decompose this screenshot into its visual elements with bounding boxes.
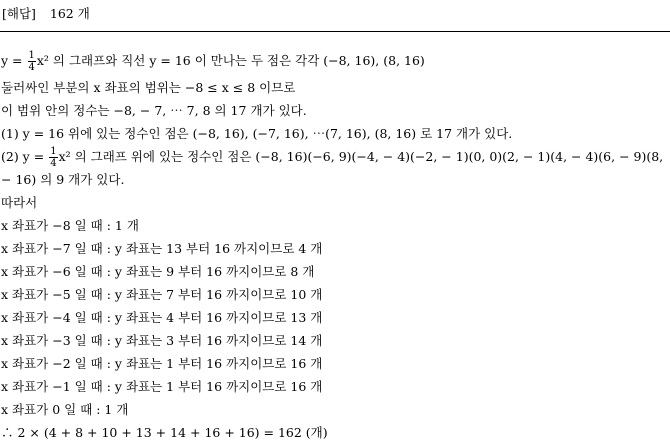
answer-label: [해답] [2,6,36,21]
therefore-line: 따라서 [1,195,38,210]
solution-line-3: 이 범위 안의 정수는 −8, − 7, ⋯ 7, 8 의 17 개가 있다. [1,103,307,118]
case-line: x 좌표가 −1 일 때 : y 좌표는 1 부터 16 까지이므로 16 개 [1,379,323,394]
solution-line-4: (1) y = 16 위에 있는 정수인 점은 (−8, 16), (−7, 16), ⋯(7, 16), (8, 16) 로 17 개가 있다. [1,126,513,141]
case-line: x 좌표가 0 일 때 : 1 개 [1,402,129,417]
case-line: x 좌표가 −2 일 때 : y 좌표는 1 부터 16 까지이므로 16 개 [1,356,323,371]
case-line: x 좌표가 −8 일 때 : 1 개 [1,218,139,233]
case-line: x 좌표가 −4 일 때 : y 좌표는 4 부터 16 까지이므로 13 개 [1,310,323,325]
fraction-one-quarter [28,50,36,73]
header-divider [0,31,670,32]
fraction-one-quarter-2 [49,146,57,169]
equation-lhs-2: (2) y = [1,149,45,164]
case-line: x 좌표가 −5 일 때 : y 좌표는 7 부터 16 까지이므로 10 개 [1,287,323,302]
solution-line-2: 둘러싸인 부분의 x 좌표의 범위는 −8 ≤ x ≤ 8 이므로 [1,80,296,95]
fraction-denominator-2: 4 [50,158,57,169]
case-line: x 좌표가 −3 일 때 : y 좌표는 3 부터 16 까지이므로 14 개 [1,333,323,348]
graph-points-text: x² 의 그래프 위에 있는 정수인 점은 (−8, 16)(−6, 9)(−4, − 4)(−2, − 1)(0, 0)(2, − 1)(4, − 4)(6, − 9)(8, − 16) 의 9 개가 있다. [1,149,664,187]
answer-value: 162 개 [49,6,90,21]
equation-lhs: y = [1,53,23,68]
solution-line-5 [1,146,669,191]
conclusion-line: ∴ 2 × (4 + 8 + 10 + 13 + 14 + 16 + 16) = 162 (개) [1,425,328,440]
case-line: x 좌표가 −7 일 때 : y 좌표는 13 부터 16 까지이므로 4 개 [1,241,323,256]
answer-header [2,4,90,22]
fraction-denominator: 4 [28,62,35,73]
intro-text: x² 의 그래프와 직선 y = 16 이 만나는 두 점은 각각 (−8, 16), (8, 16) [36,53,425,68]
fraction-numerator: 1 [28,50,35,61]
case-line: x 좌표가 −6 일 때 : y 좌표는 9 부터 16 까지이므로 8 개 [1,264,315,279]
solution-line-1 [1,50,425,73]
fraction-numerator-2: 1 [50,146,57,157]
